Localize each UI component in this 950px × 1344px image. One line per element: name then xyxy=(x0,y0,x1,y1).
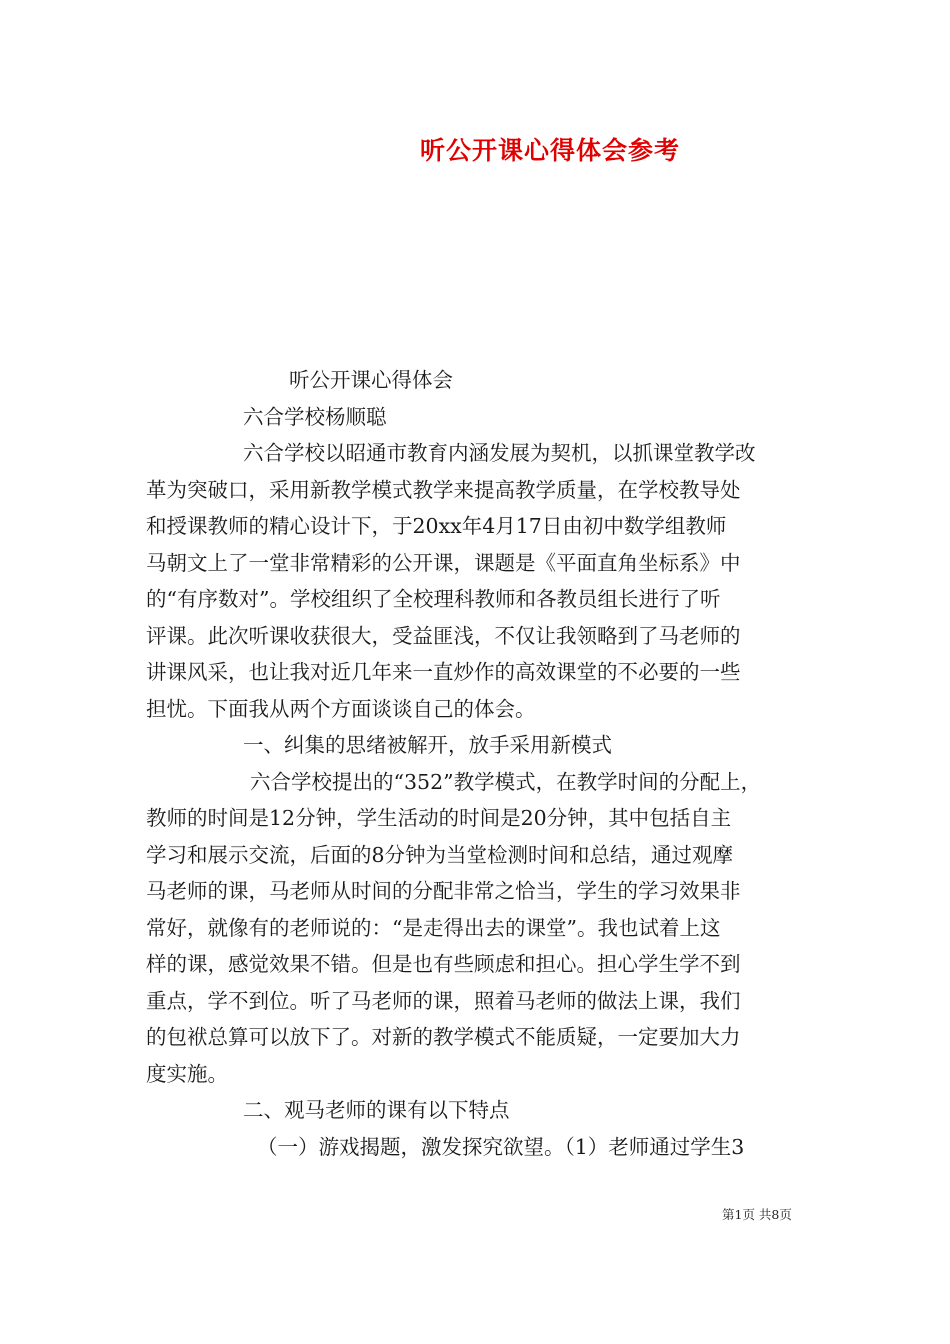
paragraph-line: 常好，就像有的老师说的：“是走得出去的课堂”。我也试着上这 xyxy=(146,915,721,940)
page-number: 第1页 共8页 xyxy=(722,1207,792,1222)
article-title: 听公开课心得体会 xyxy=(289,368,453,392)
paragraph-line: 马朝文上了一堂非常精彩的公开课，课题是《平面直角坐标系》中 xyxy=(146,550,741,575)
paragraph-line: 六合学校提出的“352”教学模式，在教学时间的分配上， xyxy=(250,769,762,794)
paragraph-line: 六合学校以昭通市教育内涵发展为契机，以抓课堂教学改 xyxy=(243,441,756,465)
paragraph-line: 革为突破口，采用新教学模式教学来提高教学质量，在学校教导处 xyxy=(146,477,741,502)
paragraph-line: 度实施。 xyxy=(146,1061,228,1086)
paragraph-line: 的包袱总算可以放下了。对新的教学模式不能质疑，一定要加大力 xyxy=(146,1025,741,1049)
document-title: 听公开课心得体会参考 xyxy=(419,136,680,165)
paragraph-line: 重点，学不到位。听了马老师的课，照着马老师的做法上课，我们 xyxy=(146,988,741,1013)
section-heading: 二、观马老师的课有以下特点 xyxy=(243,1098,510,1122)
paragraph-line: 讲课风采，也让我对近几年来一直炒作的高效课堂的不必要的一些 xyxy=(146,660,741,684)
article-author: 六合学校杨顺聪 xyxy=(243,404,387,429)
paragraph-line: 教师的时间是12分钟，学生活动的时间是20分钟，其中包括自主 xyxy=(146,806,732,830)
paragraph-line: 担忧。下面我从两个方面谈谈自己的体会。 xyxy=(146,696,536,721)
paragraph-line: 和授课教师的精心设计下，于20xx年4月17日由初中数学组教师 xyxy=(146,514,727,538)
paragraph-line: 的“有序数对”。学校组织了全校理科教师和各教员组长进行了听 xyxy=(146,587,721,611)
paragraph-line: 学习和展示交流，后面的8分钟为当堂检测时间和总结，通过观摩 xyxy=(146,842,734,867)
paragraph-line: 样的课，感觉效果不错。但是也有些顾虑和担心。担心学生学不到 xyxy=(146,952,741,976)
paragraph-line: （一）游戏揭题，激发探究欲望。（1）老师通过学生3 xyxy=(257,1134,745,1159)
paragraph-line: 马老师的课，马老师从时间的分配非常之恰当，学生的学习效果非 xyxy=(146,879,741,903)
section-heading: 一、纠集的思绪被解开，放手采用新模式 xyxy=(243,733,612,757)
document-body xyxy=(146,362,808,1165)
paragraph-line: 评课。此次听课收获很大，受益匪浅，不仅让我领略到了马老师的 xyxy=(146,623,741,648)
